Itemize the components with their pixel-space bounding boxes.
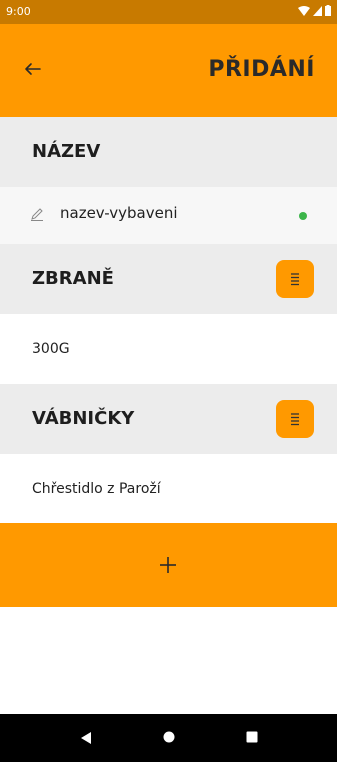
wifi-icon [298,6,310,16]
arrow-left-icon[interactable] [22,58,44,80]
back-nav-icon[interactable] [80,731,92,745]
plus-icon [158,555,178,575]
name-input-field[interactable] [0,187,337,244]
app-bar [0,24,337,117]
weapon-list-item[interactable] [0,314,337,384]
name-input-value[interactable]: nazev-vybaveni [60,204,178,222]
name-section-label: NÁZEV [32,141,101,162]
weapons-section-header [0,244,337,314]
lure-item-label: Chřestidlo z Paroží [32,481,161,497]
status-bar [0,0,337,24]
pencil-icon [30,207,44,221]
weapon-item-label: 300G [32,341,70,357]
add-button[interactable] [0,523,337,607]
recents-nav-icon[interactable] [246,731,258,743]
battery-icon [325,5,331,16]
weapons-list-button[interactable] [276,260,314,298]
list-icon [288,411,302,427]
system-nav-bar [0,714,337,762]
lures-section-label: VÁBNIČKY [32,408,135,429]
page-title: PŘIDÁNÍ [208,57,315,82]
signal-icon [313,6,322,16]
list-icon [288,271,302,287]
name-section-header [0,117,337,187]
valid-status-dot [299,212,307,220]
lures-list-button[interactable] [276,400,314,438]
lure-list-item[interactable] [0,454,337,524]
home-nav-icon[interactable] [163,731,175,743]
lures-section-header [0,384,337,454]
status-icons [298,5,331,16]
weapons-section-label: ZBRANĚ [32,268,114,289]
status-time: 9:00 [6,5,31,18]
